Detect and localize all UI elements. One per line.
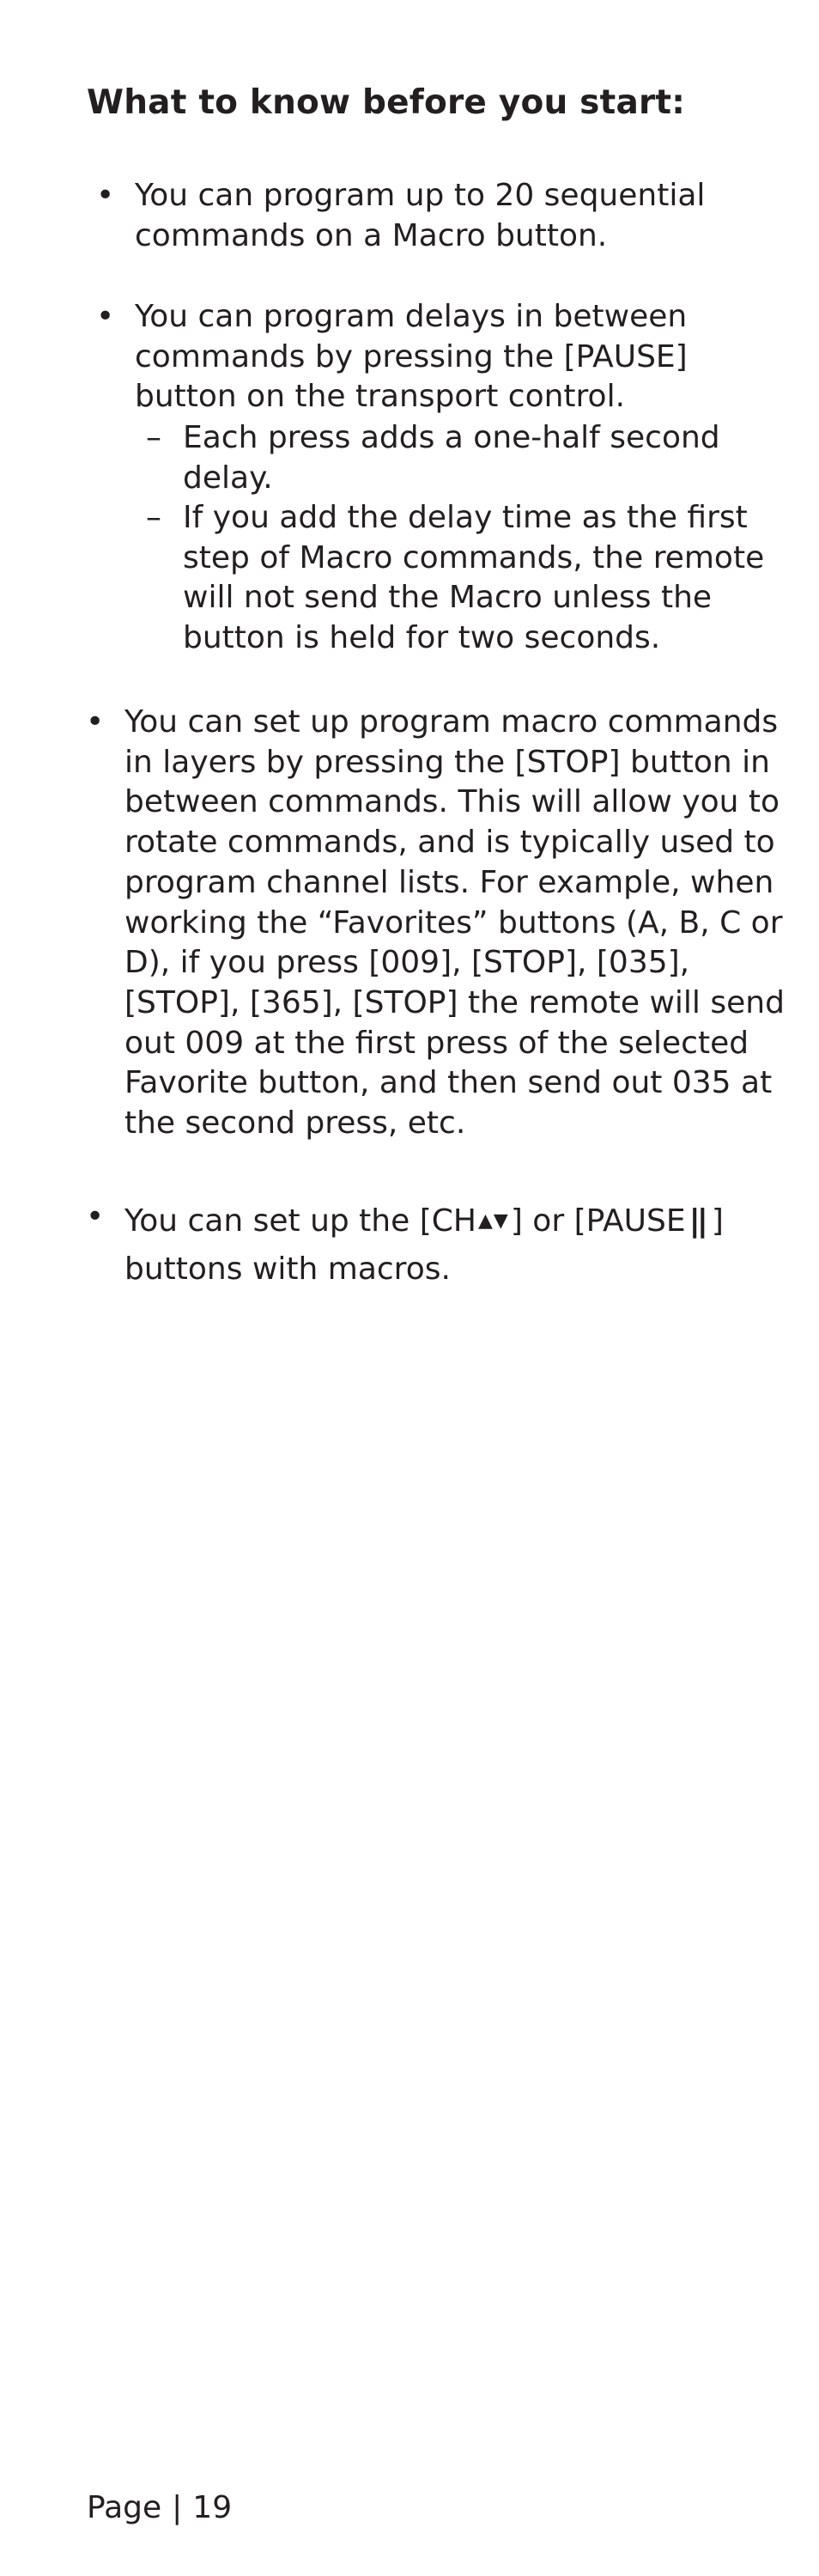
sub-text: Each press adds a one-half second delay.: [183, 420, 720, 496]
bullet-text-part4: buttons with macros.: [124, 1251, 451, 1287]
page-number: 19: [192, 2490, 233, 2525]
bullet-dot: •: [86, 704, 105, 740]
bullet-text: [124, 1197, 794, 1294]
bullet-dot: •: [96, 299, 115, 334]
bullet-text-part2: ] or [PAUSE: [510, 1203, 686, 1239]
bullet-dot: •: [96, 178, 115, 213]
sub-dash: –: [146, 500, 161, 535]
bullet-text-part1: You can set up the [CH: [124, 1203, 476, 1239]
sub-dash: –: [146, 420, 161, 455]
bullet-text-part3: ]: [711, 1203, 724, 1239]
page-label: Page: [87, 2490, 162, 2525]
bullet-dot: •: [86, 1199, 105, 1234]
bullet-text: You can program up to 20 sequential commands on a Macro button.: [135, 178, 706, 253]
pause-icon: ||: [689, 1203, 705, 1239]
page-separator: |: [172, 2490, 183, 2525]
section-heading: What to know before you start:: [87, 83, 686, 122]
bullet-text: You can set up program macro commands in layers by pressing the [STOP] button in between commands. This will allow you to rotate commands, and is typically used to program channel lists. For example, when working the “Favorites” buttons (A, B, C or D), if you press [009], [STOP], [035], [STOP], [365], [STOP] the remote will send out 009 at the first press of the selected Favorite button, and then send out 035 at the second press, etc.: [124, 704, 785, 1142]
channel-up-down-icon: ▲▼: [477, 1210, 509, 1232]
page-footer: [87, 2488, 232, 2528]
bullet-text: You can program delays in between commands by pressing the [PAUSE] button on the transport control.: [135, 299, 688, 415]
sub-text: If you add the delay time as the first step of Macro commands, the remote will not send the Macro unless the button is held for two seconds.: [183, 500, 765, 656]
